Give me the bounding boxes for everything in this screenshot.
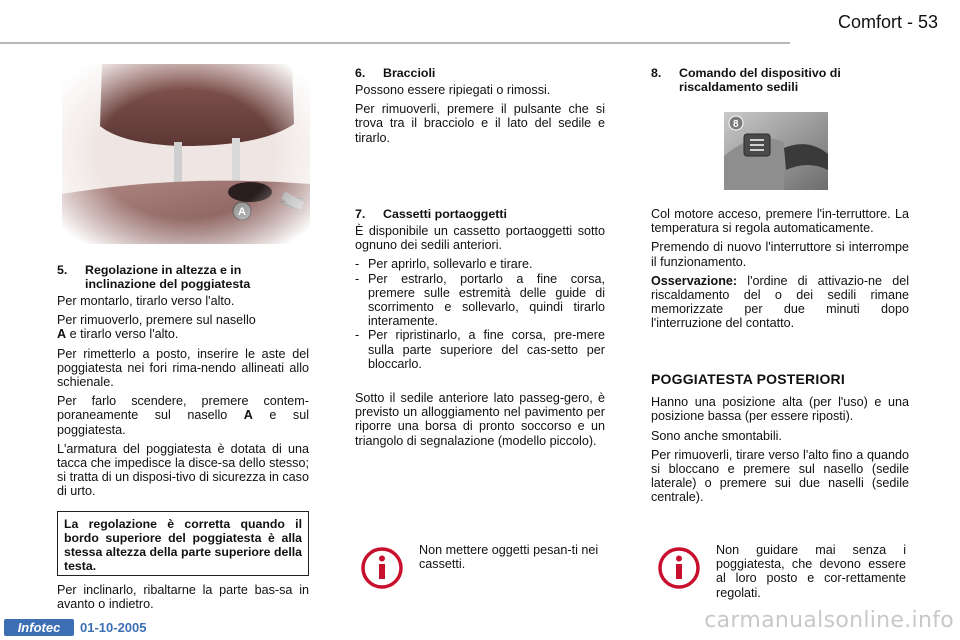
watermark: carmanualsonline.info (704, 608, 954, 633)
marker-8: 8 (733, 119, 739, 130)
section-8-p1: Col motore acceso, premere l'in-terruttore. La temperatura si regola automaticamente. (651, 207, 909, 236)
header-rule (0, 42, 790, 44)
drawer-info-text: Non mettere oggetti pesan-ti nei cassetti. (419, 543, 599, 572)
info-icon (360, 546, 404, 590)
section-6 (355, 66, 605, 150)
section-5 (57, 263, 309, 504)
section-7-p2: Sotto il sedile anteriore lato passeg-gero, è previsto un alloggiamento nel pavimento per riporre una borsa di pronto soccorso e un triangolo di segnalazione (modello piccolo). (355, 391, 605, 448)
section-6-p2: Per rimuoverli, premere il pulsante che si trova tra il bracciolo e il lato del sedile e tirarlo. (355, 102, 605, 145)
section-7-heading: 7. Cassetti portaoggetti (355, 207, 507, 221)
tilt-paragraph: Per inclinarlo, ribaltarne la parte bas-sa in avanto o indietro. (57, 583, 309, 612)
section-5-p3: Per rimetterlo a posto, inserire le aste del poggiatesta nei fori rima-nendo allineati allo schienale. (57, 346, 309, 390)
section-6-heading: 6. Braccioli (355, 66, 436, 80)
section-5-p5: L'armatura del poggiatesta è dotata di una tacca che impedisce la disce-sa dello stesso; si tratta di un disposi-tivo di sicurezza in caso di urto. (57, 441, 309, 499)
section-8-observation: Osservazione: l'ordine di attivazio-ne del riscaldamento del o dei sedili rimane memorizzate per due minuti dopo l'interruzione del contatto. (651, 273, 909, 331)
section-5-title-line1: Regolazione in altezza e in (85, 263, 242, 277)
section-6-p1: Possono essere ripiegati o rimossi. (355, 83, 551, 97)
section-8-body (651, 207, 909, 336)
section-5-heading: 5. Regolazione in altezza e in inclinazione del poggiatesta (57, 263, 251, 291)
rear-p1: Hanno una posizione alta (per l'uso) e una posizione bassa (per essere riposti). (651, 395, 909, 424)
page-header (0, 0, 960, 44)
headrest-info-text: Non guidare mai senza i poggiatesta, che devono essere al loro posto e cor-rettamente regolati. (716, 543, 906, 600)
section-7-bullet-2: - Per estrarlo, portarlo a fine corsa, premere sulle estremità delle guide di scorrimento e sollevarlo, quindi tirarlo interamente. (355, 271, 605, 329)
info-icon (657, 546, 701, 590)
section-7-p1: È disponibile un cassetto portaoggetti sotto ognuno dei sedili anteriori. (355, 224, 605, 253)
rear-p2: Sono anche smontabili. (651, 428, 782, 443)
section-5-p2: Per rimuoverlo, premere sul nasello A e tirarlo verso l'alto. (57, 313, 256, 342)
headrest-photo (62, 64, 310, 244)
footer-date: 01-10-2005 (80, 620, 147, 635)
rear-headrests-section (651, 372, 909, 510)
infotec-logo: Infotec (4, 619, 74, 636)
seat-heating-photo (724, 112, 828, 190)
section-8-heading: 8. Comando del dispositivo di riscaldamento sedili (651, 66, 841, 94)
section-7 (355, 207, 605, 453)
section-5-p1: Per montarlo, tirarlo verso l'alto. (57, 294, 235, 308)
rear-headrests-heading: POGGIATESTA POSTERIORI (651, 371, 845, 387)
section-5-title-line2: inclinazione del poggiatesta (85, 277, 251, 291)
section-5-p4: Per farlo scendere, premere contem-poraneamente sul nasello A e sul poggiatesta. (57, 394, 309, 437)
adjustment-note-box: La regolazione è corretta quando il bordo superiore del poggiatesta è alla stessa altezza della parte superiore della testa. (57, 511, 309, 576)
page-title: Comfort - 53 (837, 12, 938, 32)
section-7-bullet-1: - Per aprirlo, sollevarlo e tirare. (355, 257, 533, 272)
rear-p3: Per rimuoverli, tirare verso l'alto fino a quando si bloccano e premere sul nasello (sedile laterale) o premere sui due naselli (sedile centrale). (651, 447, 909, 505)
section-8-p2: Premendo di nuovo l'interruttore si interrompe il funzionamento. (651, 240, 909, 269)
section-7-bullet-3: - Per ripristinarlo, a fine corsa, pre-mere sulla parte superiore del cas-setto per bloccarlo. (355, 328, 605, 371)
